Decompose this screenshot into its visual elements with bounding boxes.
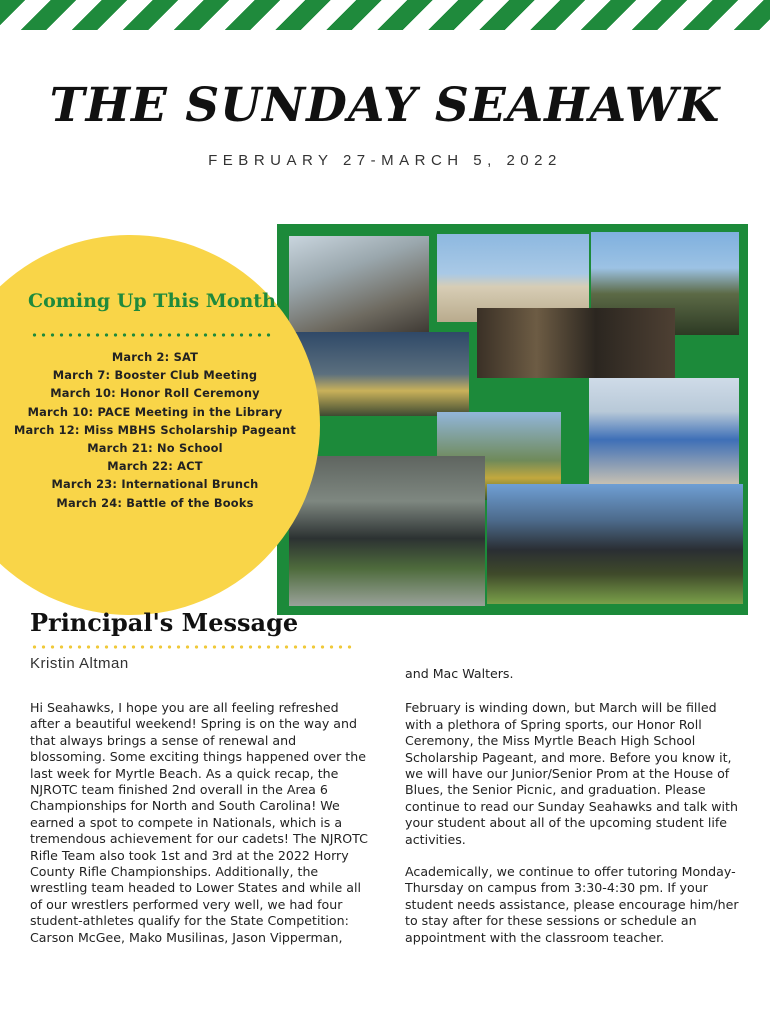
- principal-message-column-right: [405, 666, 745, 962]
- event-item: March 10: PACE Meeting in the Library: [27, 404, 283, 419]
- event-item: March 12: Miss MBHS Scholarship Pageant: [14, 422, 296, 437]
- issue-dates: FEBRUARY 27-MARCH 5, 2022: [208, 152, 562, 169]
- photo-student-beach: [589, 378, 739, 490]
- event-item: March 21: No School: [87, 441, 223, 456]
- photo-wrestling-team: [289, 456, 485, 606]
- message-paragraph: Hi Seahawks, I hope you are all feeling refreshed after a beautiful weekend! Spring is on the way and that always brings a sense of renewal and blossoming. Some exciting things happened over the last week for Myrtle Beach. As a quick recap, the NJROTC team finished 2nd overall in the Area 6 Championships for North and South Carolina! We earned a spot to compete in Nationals, which is a tremendous achievement for our cadets! The NJROTC Rifle Team also took 1st and 3rd at the 2022 Horry County Rifle Championships. Additionally, the wrestling team headed to Lower States and while all of our wrestlers performed very well, we had four student-athletes qualify for the State Competition: Carson McGee, Mako Musilinas, Jason Vipperman,: [30, 700, 368, 945]
- coming-up-divider: [30, 333, 272, 337]
- photo-team-trophies: [487, 484, 743, 604]
- principal-message-title: Principal's Message: [30, 608, 299, 637]
- coming-up-title: Coming Up This Month:: [28, 290, 283, 312]
- event-item: March 10: Honor Roll Ceremony: [50, 386, 260, 401]
- photo-rifle-range: [477, 308, 675, 378]
- top-stripe-banner: [0, 0, 770, 30]
- photo-collage: [277, 224, 748, 615]
- event-item: March 24: Battle of the Books: [56, 495, 254, 510]
- event-item: March 22: ACT: [107, 459, 203, 474]
- principal-author: Kristin Altman: [30, 655, 129, 672]
- event-item: March 7: Booster Club Meeting: [52, 368, 258, 383]
- coming-up-events: [0, 348, 310, 512]
- event-item: March 23: International Brunch: [51, 477, 259, 492]
- newsletter-title: THE SUNDAY SEAHAWK: [49, 78, 721, 133]
- principal-divider: [30, 645, 356, 649]
- message-paragraph: February is winding down, but March will be filled with a plethora of Spring sports, our Honor Roll Ceremony, the Miss Myrtle Beach High School Scholarship Pageant, and more. Before you know it, we will have our Junior/Senior Prom at the House of Blues, the Senior Picnic, and graduation. Please continue to read our Sunday Seahawks and talk with your student about all of the upcoming student life activities.: [405, 700, 738, 847]
- message-paragraph: Academically, we continue to offer tutoring Monday-Thursday on campus from 3:30-4:30 pm. If your student needs assistance, please encourage him/her to stay after for these sessions or schedule an appointment with the classroom teacher.: [405, 864, 739, 945]
- principal-message-column-left: [30, 700, 370, 962]
- event-item: March 2: SAT: [111, 350, 199, 364]
- photo-beach-cleanup: [289, 236, 429, 336]
- message-paragraph: and Mac Walters.: [405, 666, 514, 681]
